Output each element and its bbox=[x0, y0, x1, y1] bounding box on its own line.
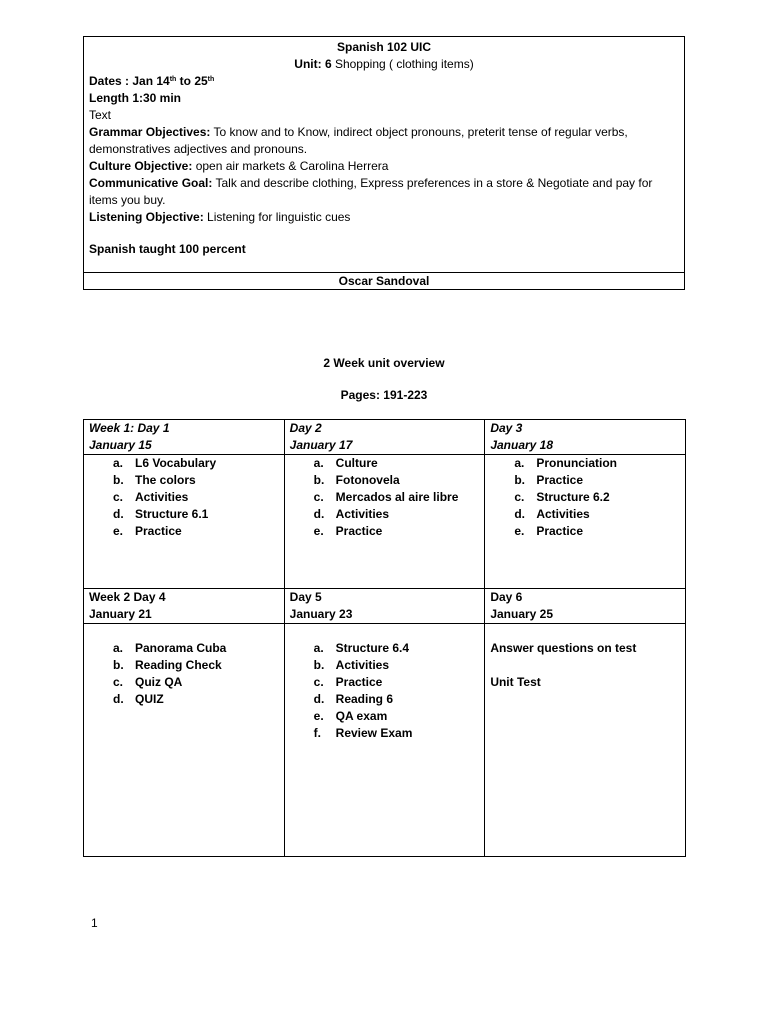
list-item-text: Structure 6.4 bbox=[335, 641, 410, 655]
day5-list bbox=[290, 640, 485, 742]
text-line: Text bbox=[89, 108, 112, 122]
list-item-text: QA exam bbox=[335, 709, 388, 723]
day2-date: January 17 bbox=[289, 438, 353, 452]
day2-content bbox=[284, 455, 485, 589]
list-item bbox=[490, 506, 685, 523]
teacher-name: Oscar Sandoval bbox=[84, 272, 684, 289]
grammar-label: Grammar Objectives: bbox=[89, 125, 211, 139]
list-marker: c. bbox=[313, 675, 324, 689]
dates-to: to 25 bbox=[176, 74, 208, 88]
list-item bbox=[89, 523, 284, 540]
list-item-text: The colors bbox=[135, 473, 196, 487]
week2-header-row bbox=[84, 589, 686, 624]
list-marker: a. bbox=[113, 641, 124, 655]
overview-title: 2 Week unit overview bbox=[323, 356, 445, 370]
day5-content bbox=[284, 624, 485, 857]
list-marker: d. bbox=[313, 692, 325, 706]
list-item bbox=[89, 455, 284, 472]
list-item bbox=[89, 657, 284, 674]
list-marker: b. bbox=[313, 658, 325, 672]
list-item bbox=[290, 472, 485, 489]
list-item bbox=[490, 489, 685, 506]
communicative-label: Communicative Goal: bbox=[89, 176, 213, 190]
culture-objective bbox=[89, 158, 679, 175]
list-item-text: Culture bbox=[335, 456, 378, 470]
listening-label: Listening Objective: bbox=[89, 210, 204, 224]
list-marker: a. bbox=[313, 456, 324, 470]
listening-objective bbox=[89, 209, 679, 226]
list-item bbox=[89, 506, 284, 523]
list-item bbox=[290, 708, 485, 725]
list-item bbox=[290, 725, 485, 742]
list-marker: a. bbox=[313, 641, 324, 655]
list-marker: a. bbox=[514, 456, 525, 470]
list-marker: d. bbox=[514, 507, 525, 521]
list-marker: c. bbox=[514, 490, 525, 504]
list-item-text: Practice bbox=[536, 524, 584, 538]
day2-day: Day 2 bbox=[289, 421, 322, 435]
list-item-text: Reading Check bbox=[135, 658, 222, 672]
list-marker: b. bbox=[113, 473, 124, 487]
grammar-text: To know and to Know, indirect object pronouns, preterit tense of regular verbs, demonstratives adjectives and pronouns. bbox=[89, 125, 628, 156]
list-marker: b. bbox=[313, 473, 325, 487]
day2-header bbox=[284, 420, 485, 455]
day1-header bbox=[84, 420, 285, 455]
day6-line-2: Unit Test bbox=[490, 675, 541, 689]
unit-text: Shopping ( clothing items) bbox=[331, 57, 474, 71]
list-item bbox=[290, 691, 485, 708]
list-item bbox=[290, 640, 485, 657]
day4-list bbox=[89, 640, 284, 708]
day1-date: January 15 bbox=[89, 438, 152, 452]
day6-line-1: Answer questions on test bbox=[490, 641, 637, 655]
list-item bbox=[290, 523, 485, 540]
list-item-text: Activities bbox=[335, 507, 390, 521]
day4-header bbox=[84, 589, 285, 624]
list-marker: e. bbox=[313, 524, 324, 538]
week1-header-row bbox=[84, 420, 686, 455]
dates-label: Dates : Jan 14 bbox=[89, 74, 170, 88]
list-item-text: Fotonovela bbox=[335, 473, 400, 487]
list-item bbox=[290, 657, 485, 674]
list-marker: a. bbox=[113, 456, 124, 470]
list-marker: d. bbox=[313, 507, 325, 521]
list-item-text: Pronunciation bbox=[536, 456, 617, 470]
unit-title bbox=[89, 56, 679, 73]
day3-date: January 18 bbox=[490, 438, 554, 452]
day4-content bbox=[84, 624, 285, 857]
list-item bbox=[490, 472, 685, 489]
day1-list bbox=[89, 455, 284, 540]
list-item-text: Activities bbox=[135, 490, 189, 504]
communicative-text: Talk and describe clothing, Express preferences in a store & Negotiate and pay for items you buy. bbox=[89, 176, 653, 207]
list-item-text: Structure 6.2 bbox=[536, 490, 610, 504]
list-marker: b. bbox=[113, 658, 124, 672]
list-item bbox=[490, 455, 685, 472]
list-item-text: Practice bbox=[135, 524, 182, 538]
day3-list bbox=[490, 455, 685, 540]
list-marker: d. bbox=[113, 692, 124, 706]
list-item-text: Practice bbox=[536, 473, 584, 487]
list-marker: c. bbox=[113, 490, 124, 504]
day6-content bbox=[485, 624, 686, 857]
day3-content bbox=[485, 455, 686, 589]
schedule-table bbox=[83, 419, 686, 857]
list-marker: d. bbox=[113, 507, 124, 521]
list-item bbox=[89, 640, 284, 657]
day6-day: Day 6 bbox=[490, 590, 523, 604]
grammar-objectives bbox=[89, 124, 679, 158]
list-marker: b. bbox=[514, 473, 525, 487]
dates-sup-2: th bbox=[207, 76, 215, 83]
list-item-text: Practice bbox=[335, 524, 383, 538]
culture-label: Culture Objective: bbox=[89, 159, 193, 173]
list-marker: e. bbox=[113, 524, 124, 538]
list-item bbox=[89, 472, 284, 489]
list-item bbox=[290, 506, 485, 523]
day3-header bbox=[485, 420, 686, 455]
list-item bbox=[89, 691, 284, 708]
list-item-text: Panorama Cuba bbox=[135, 641, 227, 655]
list-item-text: Reading 6 bbox=[335, 692, 394, 706]
list-item-text: Quiz QA bbox=[135, 675, 183, 689]
culture-text: open air markets & Carolina Herrera bbox=[192, 159, 389, 173]
list-marker: f. bbox=[313, 726, 321, 740]
unit-info-content bbox=[84, 37, 684, 272]
list-item-text: Mercados al aire libre bbox=[335, 490, 459, 504]
day4-date: January 21 bbox=[89, 607, 152, 621]
day5-date: January 23 bbox=[289, 607, 353, 621]
list-item bbox=[89, 489, 284, 506]
list-item bbox=[290, 674, 485, 691]
day6-date: January 25 bbox=[490, 607, 554, 621]
unit-label: Unit: 6 bbox=[294, 57, 332, 71]
list-marker: e. bbox=[313, 709, 324, 723]
taught-line: Spanish taught 100 percent bbox=[89, 242, 246, 256]
list-item bbox=[490, 523, 685, 540]
communicative-goal bbox=[89, 175, 679, 209]
pages-range: Pages: 191-223 bbox=[340, 388, 428, 402]
dates-line bbox=[89, 73, 679, 90]
unit-info-box bbox=[83, 36, 685, 290]
week2-content-row bbox=[84, 624, 686, 857]
list-item-text: Practice bbox=[335, 675, 383, 689]
day5-header bbox=[284, 589, 485, 624]
day6-header bbox=[485, 589, 686, 624]
week1-content-row bbox=[84, 455, 686, 589]
length-line: Length 1:30 min bbox=[89, 91, 182, 105]
list-item bbox=[290, 489, 485, 506]
page-number: 1 bbox=[91, 916, 98, 930]
list-marker: c. bbox=[313, 490, 324, 504]
day2-list bbox=[290, 455, 485, 540]
course-title: Spanish 102 UIC bbox=[336, 40, 432, 54]
day4-day: Week 2 Day 4 bbox=[89, 590, 166, 604]
day1-content bbox=[84, 455, 285, 589]
day1-day: Week 1: Day 1 bbox=[89, 421, 170, 435]
day3-day: Day 3 bbox=[490, 421, 523, 435]
dates-sup-1: th bbox=[169, 76, 177, 83]
list-item-text: Activities bbox=[335, 658, 390, 672]
list-marker: c. bbox=[113, 675, 124, 689]
list-item bbox=[89, 674, 284, 691]
day5-day: Day 5 bbox=[289, 590, 322, 604]
list-item bbox=[290, 455, 485, 472]
list-marker: e. bbox=[514, 524, 525, 538]
list-item-text: L6 Vocabulary bbox=[135, 456, 217, 470]
list-item-text: Activities bbox=[536, 507, 590, 521]
list-item-text: Structure 6.1 bbox=[135, 507, 209, 521]
listening-text: Listening for linguistic cues bbox=[203, 210, 351, 224]
list-item-text: Review Exam bbox=[335, 726, 413, 740]
list-item-text: QUIZ bbox=[135, 692, 164, 706]
